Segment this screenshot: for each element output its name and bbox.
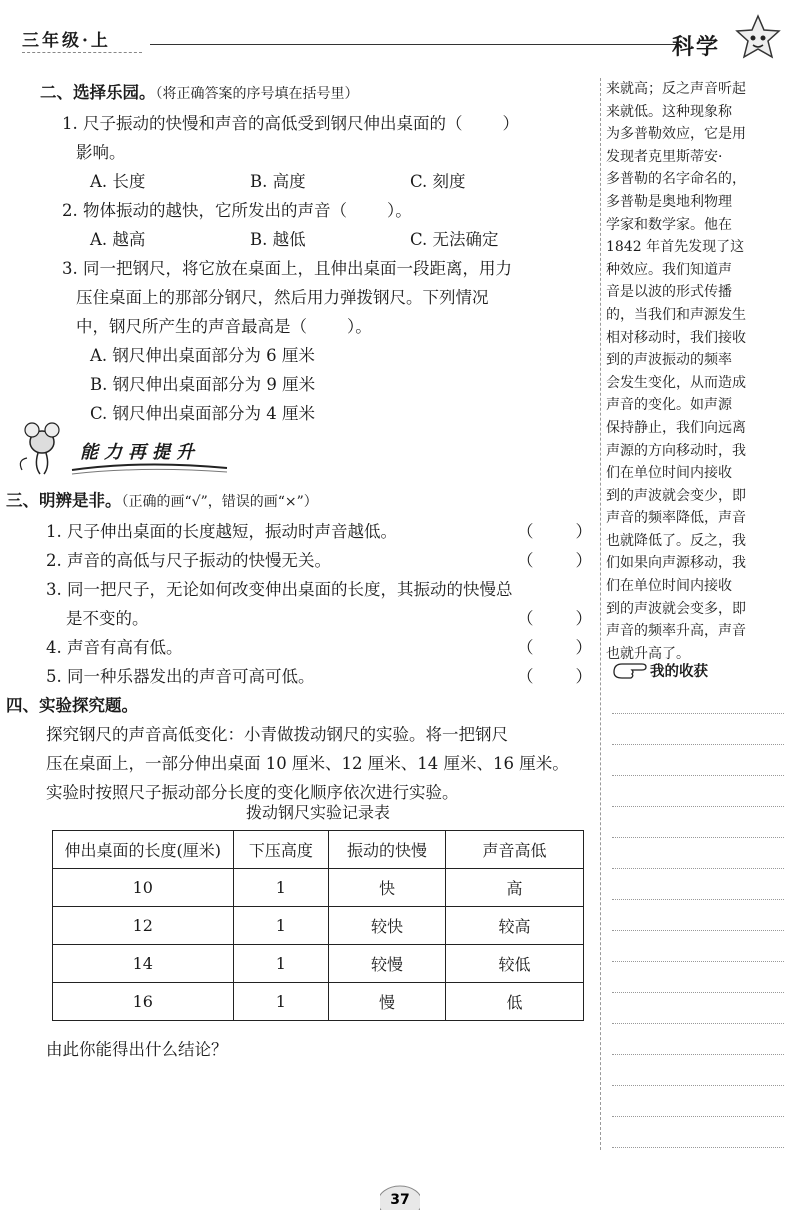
option-a: A. 长度	[90, 172, 146, 191]
note-line[interactable]	[612, 930, 784, 931]
sidebar-line: 多普勒是奥地利物理	[606, 193, 732, 210]
grade-label: 三年级·上	[22, 31, 111, 51]
sidebar-line: 到的声波就会变多，即	[606, 600, 746, 617]
sidebar-line: 声音的频率升高，声音	[606, 623, 746, 640]
sidebar-line: 们在单位时间内接收	[606, 578, 732, 595]
judge-text: 是不变的。	[66, 609, 149, 628]
table-cell: 快	[329, 869, 446, 907]
sidebar-line: 学家和数学家。他在	[606, 216, 732, 233]
question-1-text: 1. 尺子振动的快慢和声音的高低受到钢尺伸出桌面的（	[62, 114, 463, 133]
judge-blank[interactable]: （ ）	[517, 609, 592, 628]
judge-blank[interactable]: （ ）	[517, 638, 592, 657]
table-row	[53, 907, 584, 945]
note-line[interactable]	[612, 806, 784, 807]
option-a: A. 钢尺伸出桌面部分为 6 厘米	[90, 346, 315, 365]
judge-text: 5. 同一种乐器发出的声音可高可低。	[46, 667, 315, 686]
table-cell: 12	[53, 907, 234, 945]
sidebar-line: 声源的方向移动时，我	[606, 442, 746, 459]
question-3-line1: 3. 同一把钢尺，将它放在桌面上，且伸出桌面一段距离，用力	[62, 259, 512, 278]
table-cell: 较慢	[329, 945, 446, 983]
option-c: C. 无法确定	[410, 230, 499, 249]
section3-heading	[6, 486, 596, 517]
table-cell: 高	[445, 869, 583, 907]
lower-column	[6, 486, 596, 807]
option-c: C. 刻度	[410, 172, 466, 191]
section2-title: 二、选择乐园。	[40, 83, 156, 102]
sidebar-line: 1842 年首先发现了这	[606, 239, 745, 256]
note-line[interactable]	[612, 837, 784, 838]
sidebar-line: 来就低。这种现象称	[606, 103, 732, 120]
note-line[interactable]	[612, 1023, 784, 1024]
table-cell: 14	[53, 945, 234, 983]
experiment-table	[52, 830, 584, 1021]
section3-title: 三、明辨是非。	[6, 491, 122, 510]
table-cell: 低	[445, 983, 583, 1021]
subject-label: 科学	[672, 34, 721, 60]
note-line[interactable]	[612, 899, 784, 900]
option-b: B. 越低	[250, 230, 306, 249]
section2-heading	[40, 78, 596, 109]
option-b: B. 钢尺伸出桌面部分为 9 厘米	[90, 375, 316, 394]
sidebar-line: 会发生变化，从而造成	[606, 374, 746, 391]
sidebar-line: 们在单位时间内接收	[606, 465, 732, 482]
note-line[interactable]	[612, 744, 784, 745]
question-1	[40, 109, 596, 167]
judge-item-1	[40, 517, 596, 546]
sidebar-line: 声音的频率降低，声音	[606, 510, 746, 527]
section3-note: （正确的画“√”，错误的画“×”）	[121, 494, 318, 510]
sidebar-line: 的，当我们和声源发生	[606, 306, 746, 323]
note-line[interactable]	[612, 1085, 784, 1086]
page-number-badge	[380, 1180, 420, 1210]
page-number: 37	[390, 1192, 410, 1208]
sidebar-line: 到的声波就会变少，即	[606, 487, 746, 504]
sidebar-line: 多普勒的名字命名的，	[606, 171, 746, 188]
star-mascot-icon	[735, 14, 781, 64]
sidebar-line: 音是以波的形式传播	[606, 284, 732, 301]
judge-item-3-cont	[40, 604, 596, 633]
sidebar-line: 声音的变化。如声源	[606, 397, 732, 414]
sidebar-line: 保持静止，我们向远离	[606, 419, 746, 436]
sidebar-line: 相对移动时，我们接收	[606, 329, 746, 346]
conclusion-prompt: 由此你能得出什么结论？	[46, 1040, 228, 1059]
banner-title: 能力再提升	[80, 442, 200, 463]
sidebar-line: 们如果向声源移动，我	[606, 555, 746, 572]
section4-title: 四、实验探究题。	[6, 696, 138, 715]
question-3-line3: 中，钢尺所产生的声音最高是（	[76, 317, 307, 336]
table-cell: 1	[233, 907, 329, 945]
table-cell: 较高	[445, 907, 583, 945]
table-header: 伸出桌面的长度(厘米)	[53, 831, 234, 869]
table-cell: 较低	[445, 945, 583, 983]
question-3-close: ）。	[347, 317, 372, 336]
note-line[interactable]	[612, 992, 784, 993]
judge-text: 3. 同一把尺子，无论如何改变伸出桌面的长度，其振动的快慢总	[46, 580, 513, 599]
sidebar-divider	[600, 78, 601, 1150]
note-line[interactable]	[612, 961, 784, 962]
option-b: B. 高度	[250, 172, 306, 191]
question-1-options	[40, 167, 596, 196]
question-2	[40, 196, 596, 225]
table-cell: 1	[233, 983, 329, 1021]
table-cell: 10	[53, 869, 234, 907]
sidebar-text	[606, 78, 786, 665]
sidebar-line: 来就高；反之声音听起	[606, 81, 746, 97]
judge-blank[interactable]: （ ）	[517, 667, 592, 686]
judge-item-5	[40, 662, 596, 691]
question-2-text: 2. 物体振动的越快，它所发出的声音（	[62, 201, 347, 220]
pointing-hand-icon	[612, 660, 648, 682]
note-line[interactable]	[612, 868, 784, 869]
judge-text: 4. 声音有高有低。	[46, 638, 183, 657]
table-row	[53, 869, 584, 907]
question-1-close: ）	[502, 114, 519, 133]
section4-paragraph-1: 探究钢尺的声音高低变化：小青做拨动钢尺的实验。将一把钢尺	[46, 725, 508, 744]
section4-paragraph-3: 实验时按照尺子振动部分长度的变化顺序依次进行实验。	[46, 783, 459, 802]
harvest-title: 我的收获	[650, 664, 708, 680]
judge-item-3	[40, 575, 596, 604]
sidebar-line: 种效应。我们知道声	[606, 261, 732, 278]
header-dots	[22, 52, 142, 53]
question-2-close: ）。	[387, 201, 412, 220]
section2-note: （将正确答案的序号填在括号里）	[155, 86, 359, 102]
judge-blank[interactable]: （ ）	[517, 551, 592, 570]
question-2-options	[40, 225, 596, 254]
option-c: C. 钢尺伸出桌面部分为 4 厘米	[90, 404, 316, 423]
judge-blank[interactable]: （ ）	[517, 522, 592, 541]
note-line[interactable]	[612, 713, 784, 714]
sidebar-line: 也就升高了。	[606, 645, 690, 662]
sidebar-line: 发现者克里斯蒂安·	[606, 148, 723, 165]
option-a: A. 越高	[90, 230, 146, 249]
table-cell: 慢	[329, 983, 446, 1021]
table-header: 声音高低	[445, 831, 583, 869]
table-cell: 1	[233, 945, 329, 983]
header-rule	[150, 44, 678, 45]
question-1-tail: 影响。	[76, 143, 126, 162]
table-cell: 1	[233, 869, 329, 907]
main-column	[40, 78, 596, 428]
note-line[interactable]	[612, 775, 784, 776]
table-header: 振动的快慢	[329, 831, 446, 869]
note-line[interactable]	[612, 1116, 784, 1117]
note-line[interactable]	[612, 1054, 784, 1055]
judge-text: 2. 声音的高低与尺子振动的快慢无关。	[46, 551, 331, 570]
section4-paragraph-2: 压在桌面上，一部分伸出桌面 10 厘米、12 厘米、14 厘米、16 厘米。	[46, 754, 569, 773]
table-header: 下压高度	[233, 831, 329, 869]
judge-text: 1. 尺子伸出桌面的长度越短，振动时声音越低。	[46, 522, 397, 541]
sidebar-line: 也就降低了。反之，我	[606, 532, 746, 549]
question-3-line2: 压住桌面上的那部分钢尺，然后用力弹拨钢尺。下列情况	[76, 288, 489, 307]
table-caption: 拨动钢尺实验记录表	[245, 803, 390, 822]
table-row	[53, 945, 584, 983]
question-3	[40, 254, 596, 341]
table-row	[53, 983, 584, 1021]
table-cell: 较快	[329, 907, 446, 945]
table-cell: 16	[53, 983, 234, 1021]
judge-item-4	[40, 633, 596, 662]
sidebar-line: 为多普勒效应，它是用	[606, 126, 746, 143]
sidebar-line: 到的声波振动的频率	[606, 352, 732, 369]
note-line[interactable]	[612, 1147, 784, 1148]
table-header-row	[53, 831, 584, 869]
judge-item-2	[40, 546, 596, 575]
